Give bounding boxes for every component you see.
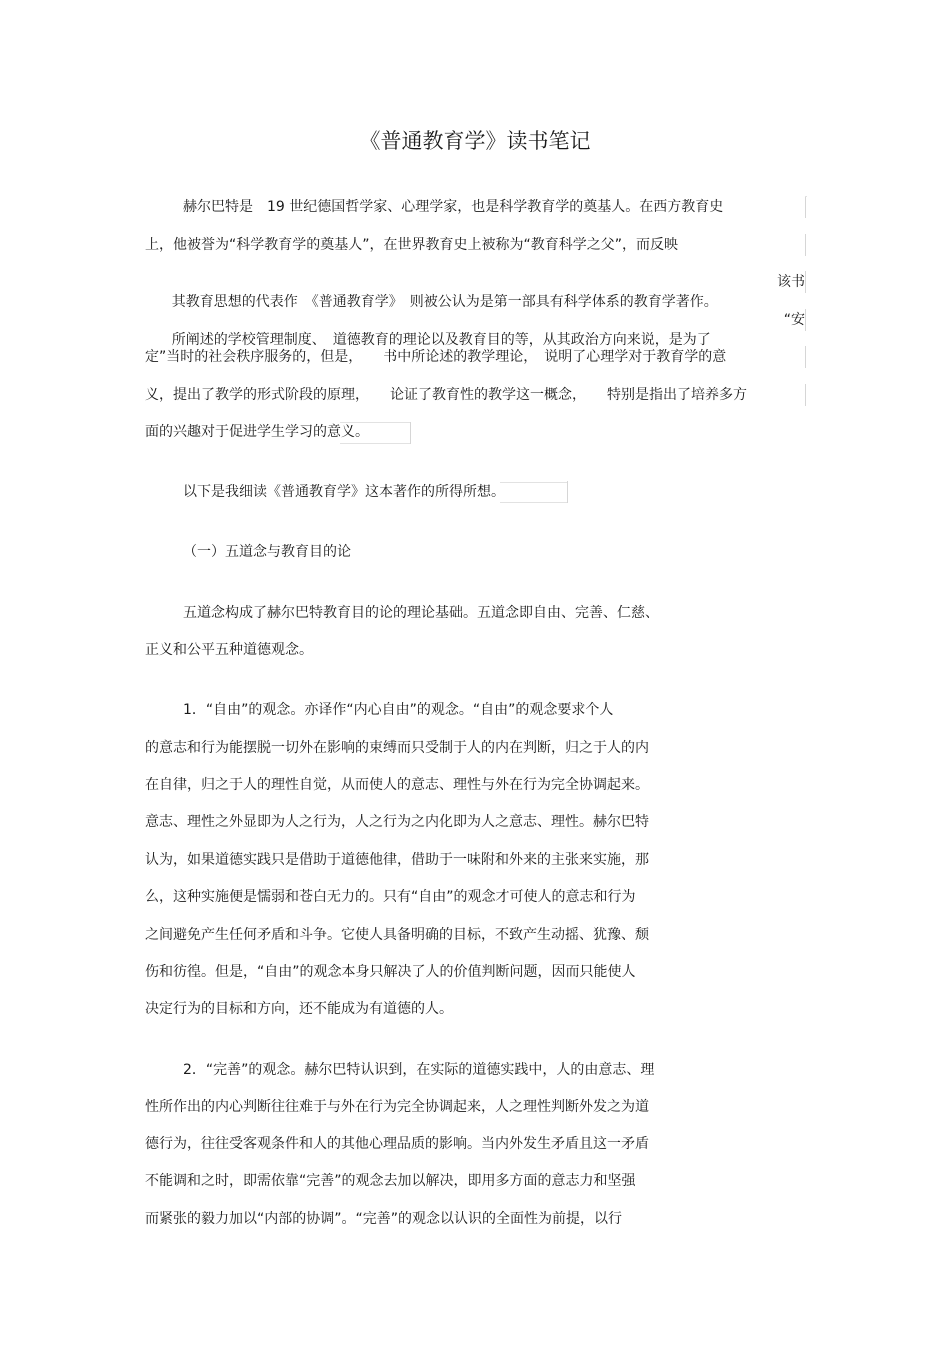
point1-line-4: 意志、理性之外显即为人之行为，人之行为之内化即为人之意志、理性。赫尔巴特	[145, 814, 649, 830]
point2-line-3: 德行为，往往受客观条件和人的其他心理品质的影响。当内外发生矛盾且这一矛盾	[145, 1136, 649, 1152]
intro-line-6: 义，提出了教学的形式阶段的原理， 论证了教育性的教学这一概念， 特别是指出了培养多方	[145, 387, 747, 403]
intro-line-4-main: 所阐述的学校管理制度、 道德教育的理论以及教育目的等，从其政治方向来说，是为了	[171, 332, 711, 348]
box-border	[340, 443, 410, 444]
section-heading: （一）五道念与教育目的论	[183, 544, 351, 560]
intro-line-3-main: 其教育思想的代表作 《普通教育学》 则被公认为是第一部具有科学体系的教育学著作。	[171, 294, 718, 310]
point1-line-1: 1．“自由”的观念。亦译作“内心自由”的观念。“自由”的观念要求个人	[183, 702, 614, 718]
box-border	[500, 482, 567, 483]
point1-line-7: 之间避免产生任何矛盾和斗争。它使人具备明确的目标，不致产生动摇、犹豫、颓	[145, 927, 649, 943]
document-title: 《普通教育学》读书笔记	[359, 129, 591, 153]
point2-line-2: 性所作出的内心判断往往难于与外在行为完全协调起来，人之理性判断外发之为道	[145, 1099, 649, 1115]
point2-line-4: 不能调和之时，即需依靠“完善”的观念去加以解决，即用多方面的意志力和坚强	[145, 1173, 636, 1189]
intro-line-1: 赫尔巴特是 19 世纪德国哲学家、心理学家，也是科学教育学的奠基人。在西方教育史	[183, 199, 724, 215]
point1-line-3: 在自律，归之于人的理性自觉，从而使人的意志、理性与外在行为完全协调起来。	[145, 777, 649, 793]
point1-line-9: 决定行为的目标和方向，还不能成为有道德的人。	[145, 1001, 453, 1017]
section1-line-1: 五道念构成了赫尔巴特教育目的论的理论基础。五道念即自由、完善、仁慈、	[183, 605, 659, 621]
point2-line-5: 而紧张的毅力加以“内部的协调”。“完善”的观念以认识的全面性为前提，以行	[145, 1211, 623, 1227]
box-border	[410, 422, 411, 444]
section1-line-2: 正义和公平五种道德观念。	[145, 642, 313, 658]
intro-line-5: 定”当时的社会秩序服务的，但是， 书中所论述的教学理论， 说明了心理学对于教育学的意	[145, 349, 727, 365]
box-border	[805, 384, 806, 406]
box-border	[340, 422, 410, 423]
intro-line-3-end: 该书	[777, 274, 805, 290]
box-border	[567, 481, 568, 503]
box-border	[500, 502, 567, 503]
box-border	[805, 309, 806, 331]
transition-sentence: 以下是我细读《普通教育学》这本著作的所得所想。	[183, 484, 505, 500]
box-border	[805, 346, 806, 368]
point1-line-8: 伤和彷徨。但是，“自由”的观念本身只解决了人的价值判断问题，因而只能使人	[145, 964, 636, 980]
intro-line-4-end: “安	[783, 312, 805, 328]
box-border	[805, 271, 806, 293]
intro-line-7: 面的兴趣对于促进学生学习的意义。	[145, 424, 369, 440]
box-border	[805, 234, 806, 256]
point1-line-5: 认为，如果道德实践只是借助于道德他律，借助于一味附和外来的主张来实施，那	[145, 852, 649, 868]
box-border	[805, 196, 807, 197]
point1-line-2: 的意志和行为能摆脱一切外在影响的束缚而只受制于人的内在判断，归之于人的内	[145, 740, 649, 756]
intro-line-2: 上，他被誉为“科学教育学的奠基人”，在世界教育史上被称为“教育科学之父”，而反映	[145, 237, 679, 253]
point1-line-6: 么，这种实施便是懦弱和苍白无力的。只有“自由”的观念才可使人的意志和行为	[145, 889, 636, 905]
box-border	[805, 196, 806, 218]
point2-line-1: 2．“完善”的观念。赫尔巴特认识到，在实际的道德实践中，人的由意志、理	[183, 1062, 655, 1078]
